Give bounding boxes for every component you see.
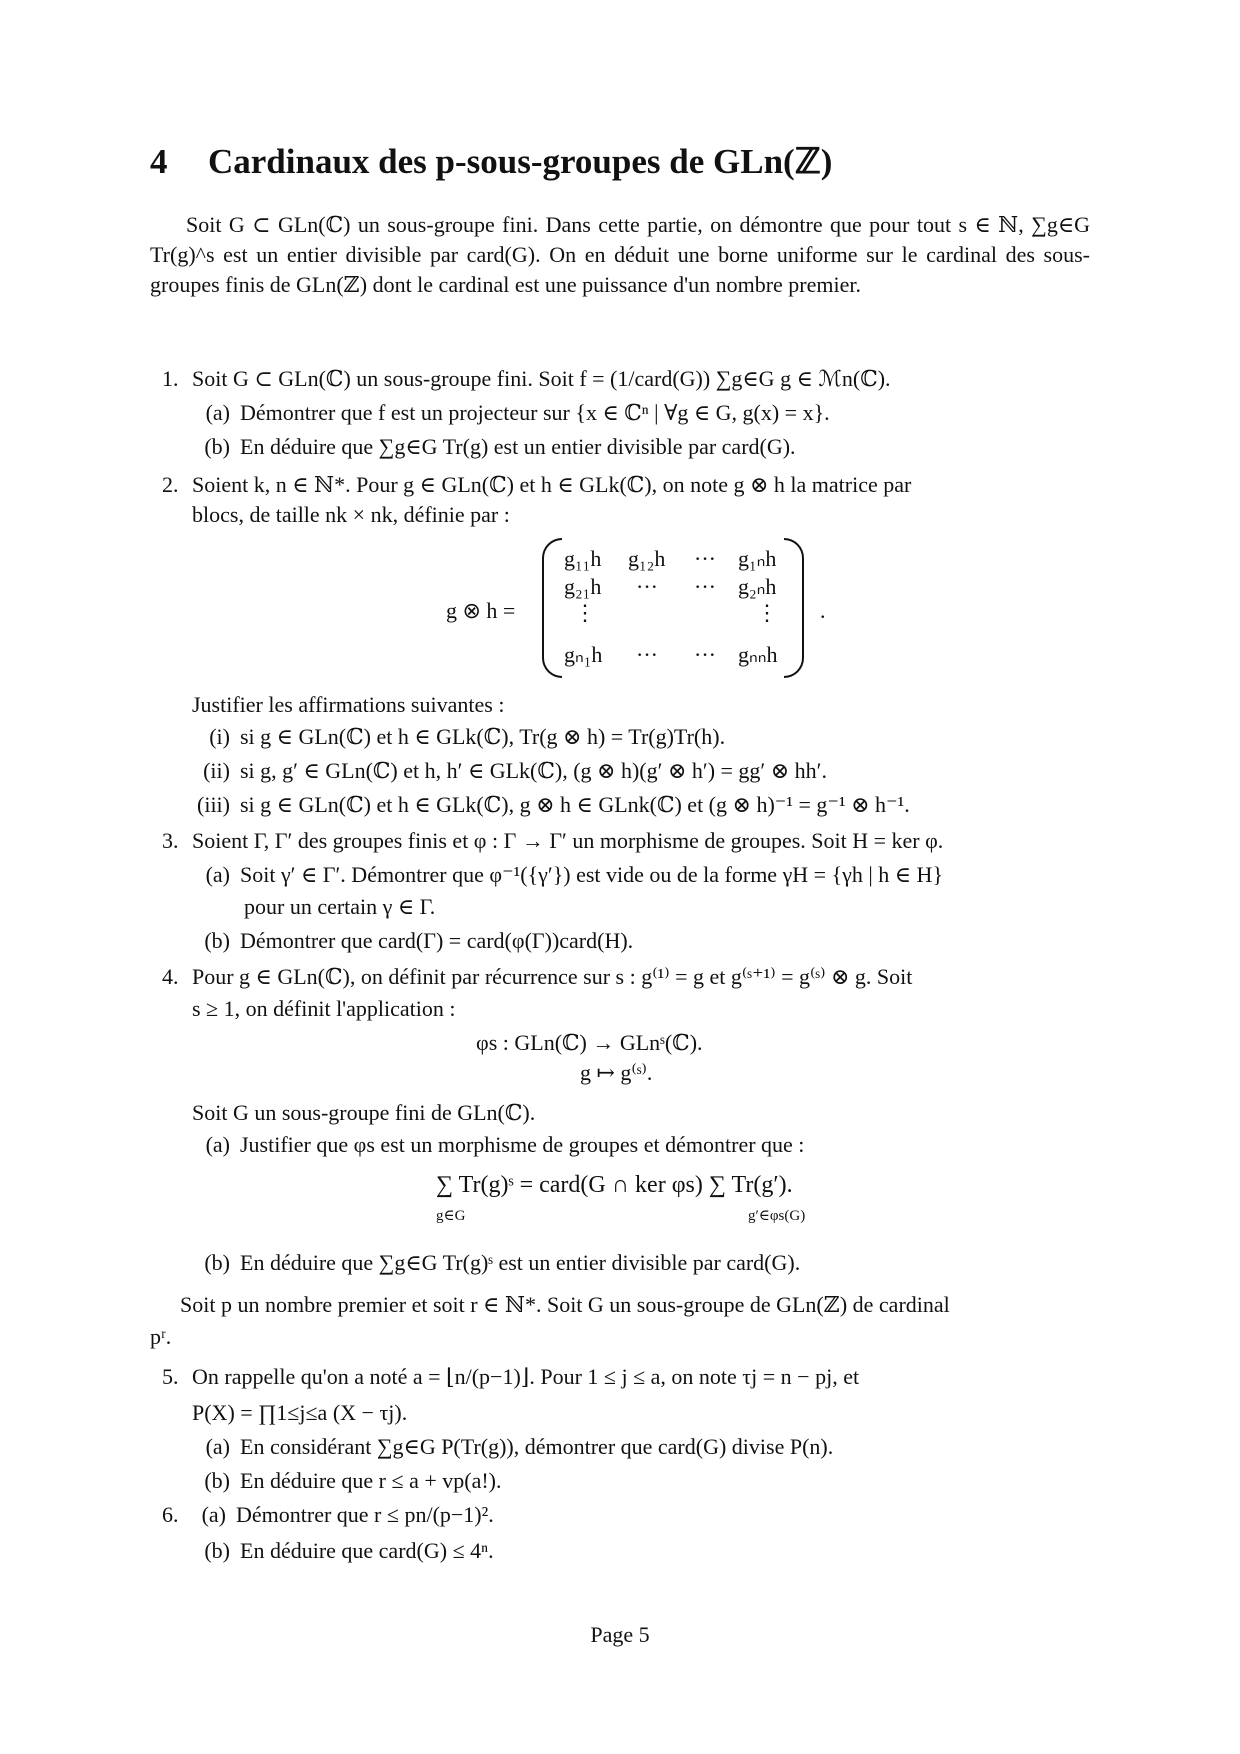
question-3a: (a) Soit γ′ ∈ Γ′. Démontrer que φ⁻¹({γ′}) est vide ou de la forme γH = {γh | h ∈ H} (205, 862, 944, 887)
question-4b: (b) En déduire que ∑g∈G Tr(g)ˢ est un entier divisible par card(G). (204, 1250, 801, 1275)
section-heading (150, 142, 832, 182)
map-line-2: g ↦ g⁽ˢ⁾. (580, 1060, 653, 1085)
question-2iii: (iii) si g ∈ GLn(ℂ) et h ∈ GLk(ℂ), g ⊗ h ∈ GLnk(ℂ) et (g ⊗ h)⁻¹ = g⁻¹ ⊗ h⁻¹. (197, 792, 910, 817)
page-number: Page 5 (590, 1622, 650, 1647)
question-2-line2: blocs, de taille nk × nk, définie par : (192, 502, 510, 527)
question-number: 1. (162, 366, 179, 391)
question-3b: (b) Démontrer que card(Γ) = card(φ(Γ))card(H). (204, 928, 634, 953)
question-4: 4. Pour g ∈ GLn(ℂ), on définit par récurrence sur s : g⁽¹⁾ = g et g⁽ˢ⁺¹⁾ = g⁽ˢ⁾ ⊗ g. Soit (162, 964, 913, 989)
matrix-left-paren (542, 538, 562, 678)
question-4-line2: s ≥ 1, on définit l'application : (192, 996, 456, 1021)
question-5b: (b) En déduire que r ≤ a + vp(a!). (204, 1468, 502, 1493)
map-line-1: φs : GLn(ℂ) → GLnˢ(ℂ). (476, 1030, 703, 1055)
intro-paragraph: Soit G ⊂ GLn(ℂ) un sous-groupe fini. Dans cette partie, on démontre que pour tout s ∈ ℕ, ∑g∈G Tr(g)^s est un entier divisible par card(G). On en déduit une borne uniforme sur le cardinal des sous-groupes finis de GLn(ℤ) dont le cardinal est une puissance d'un nombre premier. (150, 212, 1090, 297)
question-text: Soit G ⊂ GLn(ℂ) un sous-groupe fini. Soit f = (1/card(G)) ∑g∈G g ∈ ℳn(ℂ). (192, 366, 891, 391)
question-3: 3. Soient Γ, Γ′ des groupes finis et φ : Γ → Γ′ un morphisme de groupes. Soit H = ker φ. (162, 828, 944, 853)
sum-formula-sub2: g′∈φs(G) (748, 1208, 806, 1224)
question-4-soit: Soit G un sous-groupe fini de GLn(ℂ). (192, 1100, 536, 1125)
justify-label: Justifier les affirmations suivantes : (192, 692, 505, 717)
section-number: 4 (150, 142, 168, 181)
mid-paragraph-line2: pʳ. (150, 1324, 172, 1349)
question-6: 6. (a) Démontrer que r ≤ pn/(p−1)². (162, 1502, 494, 1527)
question-1a: (a) Démontrer que f est un projecteur sur {x ∈ ℂⁿ | ∀g ∈ G, g(x) = x}. (205, 400, 830, 425)
sum-formula: ∑ Tr(g)ˢ = card(G ∩ ker φs) ∑ Tr(g′). (436, 1172, 793, 1198)
question-2ii: (ii) si g, g′ ∈ GLn(ℂ) et h, h′ ∈ GLk(ℂ), (g ⊗ h)(g′ ⊗ h′) = gg′ ⊗ hh′. (203, 758, 827, 783)
question-3a-cont: pour un certain γ ∈ Γ. (244, 894, 436, 919)
section-title: Cardinaux des p-sous-groupes de GLn(ℤ) (208, 142, 833, 181)
question-5-line2: P(X) = ∏1≤j≤a (X − τj). (192, 1400, 408, 1425)
question-2i: (i) si g ∈ GLn(ℂ) et h ∈ GLk(ℂ), Tr(g ⊗ h) = Tr(g)Tr(h). (209, 724, 726, 749)
question-4a: (a) Justifier que φs est un morphisme de groupes et démontrer que : (205, 1132, 805, 1157)
sum-formula-sub1: g∈G (436, 1208, 466, 1224)
question-6b: (b) En déduire que card(G) ≤ 4ⁿ. (204, 1538, 494, 1563)
question-5a: (a) En considérant ∑g∈G P(Tr(g)), démontrer que card(G) divise P(n). (205, 1434, 834, 1459)
question-1b: (b) En déduire que ∑g∈G Tr(g) est un entier divisible par card(G). (204, 434, 796, 459)
matrix-lhs: g ⊗ h = (446, 598, 516, 623)
mid-paragraph-line1: Soit p un nombre premier et soit r ∈ ℕ*. Soit G un sous-groupe de GLn(ℤ) de cardinal (180, 1292, 950, 1317)
matrix-right-paren (784, 538, 804, 678)
question-2: 2. Soient k, n ∈ ℕ*. Pour g ∈ GLn(ℂ) et h ∈ GLk(ℂ), on note g ⊗ h la matrice par (162, 472, 912, 497)
document-page: 4 Cardinaux des p-sous-groupes de GLn(ℤ) Soit G ⊂ GLn(ℂ) un sous-groupe fini. Dans cette partie, on démontre que pour tout s ∈ ℕ, ∑g∈G Tr(g)^s est un entier divisible par card(G). On en déduit une borne uniforme sur le cardinal des sous-groupes finis de GLn(ℤ) dont le cardinal est une puissance d'un nombre premier. 1. Soit G ⊂ GLn(ℂ) un sous-groupe fini. Soit f = (1/card(G)) ∑g∈G g ∈ ℳn(ℂ). (a) Démontrer que f est un projecteur sur {x ∈ ℂⁿ | ∀g ∈ G, g(x) = x}. (b) En déduire que ∑g∈G Tr(g) est un entier divisible par card(G). 2. Soient k, n ∈ ℕ*. Pour g ∈ GLn(ℂ) et h ∈ GLk(ℂ), on note g ⊗ h la matrice par blocs, de taille nk × nk, définie par : g ⊗ h = g₁₁h g₁₂h ··· g₁ₙh g₂₁h ··· ··· g₂ₙh ⋮ ⋮ gₙ₁h ··· ··· gₙₙh . Justifier les affirmations suivantes : (i) si g ∈ GLn(ℂ) et h ∈ GLk(ℂ), Tr(g ⊗ h) = Tr(g)Tr(h). (ii) si g, g′ ∈ GLn(ℂ) et h, h′ ∈ GLk(ℂ), (g ⊗ h)(g′ ⊗ h′) = gg′ ⊗ hh′. (iii) si g ∈ GLn(ℂ) et h ∈ GLk(ℂ), g ⊗ h ∈ GLnk(ℂ) et (g ⊗ h)⁻¹ = g⁻¹ ⊗ h⁻¹. 3. Soient Γ, Γ′ des groupes finis et φ : Γ → Γ′ un morphisme de groupes. Soit H = ker φ. (a) Soit γ′ ∈ Γ′. Démontrer que φ⁻¹({γ′}) est vide ou de la forme γH = {γh | h ∈ H} pour un certain γ ∈ Γ. (b) Démontrer que card(Γ) = card(φ(Γ))card(H). 4. Pour g ∈ GLn(ℂ), on définit par récurrence sur s : g⁽¹⁾ = g et g⁽ˢ⁺¹⁾ = g⁽ˢ⁾ ⊗ g. Soit s ≥ 1, on définit l'application : φs : GLn(ℂ) → GLnˢ(ℂ). g ↦ g⁽ˢ⁾. Soit G un sous-groupe fini de GLn(ℂ). (a) Justifier que φs est un morphisme de groupes et démontrer que : ∑ Tr(g)ˢ = card(G ∩ ker φs) ∑ Tr(g′). g∈G g′∈φs(G) (b) En déduire que ∑g∈G Tr(g)ˢ est un entier divisible par card(G). Soit p un nombre premier et soit r ∈ ℕ*. Soit G un sous-groupe de GLn(ℤ) de cardinal pʳ. 5. On rappelle qu'on a noté a = ⌊n/(p−1)⌋. Pour 1 ≤ j ≤ a, on note τj = n − pj, et P(X) = ∏1≤j≤a (X − τj). (a) En considérant ∑g∈G P(Tr(g)), démontrer que card(G) divise P(n). (b) En déduire que r ≤ a + vp(a!). 6. (a) Démontrer que r ≤ pn/(p−1)². (b) En déduire que card(G) ≤ 4ⁿ. Page 5 (0, 0, 1240, 1754)
question-5: 5. On rappelle qu'on a noté a = ⌊n/(p−1)⌋. Pour 1 ≤ j ≤ a, on note τj = n − pj, et (162, 1364, 860, 1389)
question-1 (162, 364, 891, 394)
